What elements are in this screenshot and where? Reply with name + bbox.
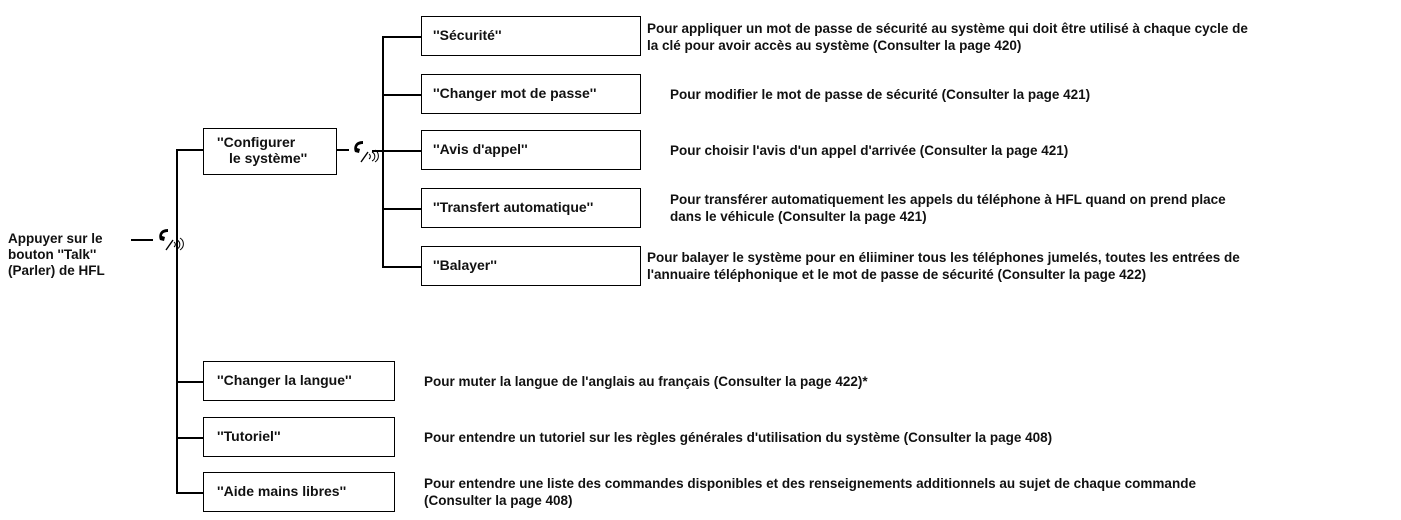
securite-description: [647, 20, 1248, 54]
branch-balayer: [382, 266, 421, 268]
securite-label: ''Sécurité'': [433, 27, 502, 43]
changer-mdp-label: ''Changer mot de passe'': [433, 85, 597, 101]
balayer-desc-line1: Pour balayer le système pour en éliiminer tous les téléphones jumelés, toutes les entrées de: [647, 250, 1240, 265]
avis-appel-desc-line1: Pour choisir l'avis d'un appel d'arrivée (Consulter la page 421): [670, 143, 1069, 158]
root-label-line2: bouton ''Talk'': [8, 247, 97, 262]
changer-langue-box: [203, 361, 395, 401]
transfert-desc-line2: dans le véhicule (Consulter la page 421): [670, 209, 927, 224]
tutoriel-desc-line1: Pour entendre un tutoriel sur les règles générales d'utilisation du système (Consulter la page 408): [424, 430, 1053, 445]
changer-mdp-box: [421, 74, 641, 114]
branch-changer-mdp: [382, 94, 421, 96]
root-connector: [131, 239, 153, 241]
aide-desc-line1: Pour entendre une liste des commandes disponibles et des renseignements additionnels au sujet de chaque commande: [424, 476, 1196, 491]
talk-button-icon: [154, 224, 184, 252]
branch-configure: [176, 149, 203, 151]
aide-mains-libres-box: [203, 472, 395, 512]
tutoriel-box: [203, 417, 395, 457]
transfert-desc-line1: Pour transférer automatiquement les appels du téléphone à HFL quand on prend place: [670, 192, 1226, 207]
transfert-description: [670, 191, 1226, 225]
avis-appel-box: [421, 130, 641, 170]
changer-mdp-desc-line1: Pour modifier le mot de passe de sécurité (Consulter la page 421): [670, 87, 1091, 102]
aide-desc-line2: (Consulter la page 408): [424, 493, 573, 508]
securite-box: [421, 16, 641, 56]
configure-system-box: [203, 128, 337, 175]
configure-line1: ''Configurer: [217, 134, 296, 150]
securite-desc-line1: Pour appliquer un mot de passe de sécurité au système qui doit être utilisé à chaque cycle de: [647, 21, 1248, 36]
balayer-desc-line2: l'annuaire téléphonique et le mot de passe de sécurité (Consulter la page 422): [647, 267, 1147, 282]
root-label-line1: Appuyer sur le: [8, 231, 103, 246]
balayer-box: [421, 246, 641, 286]
configure-line2: le système'': [229, 150, 308, 166]
main-trunk: [176, 149, 178, 492]
changer-langue-label: ''Changer la langue'': [217, 372, 352, 388]
tutoriel-label: ''Tutoriel'': [217, 428, 281, 444]
changer-langue-desc-line1: Pour muter la langue de l'anglais au français (Consulter la page 422)*: [424, 374, 868, 389]
avis-appel-description: [670, 142, 1068, 159]
branch-langue: [176, 381, 203, 383]
branch-tutoriel: [176, 437, 203, 439]
securite-desc-line2: la clé pour avoir accès au système (Consulter la page 420): [647, 38, 1022, 53]
aide-mains-libres-label: ''Aide mains libres'': [217, 483, 347, 499]
avis-appel-label: ''Avis d'appel'': [433, 141, 528, 157]
balayer-description: [647, 249, 1240, 283]
transfert-box: [421, 188, 641, 228]
transfert-label: ''Transfert automatique'': [433, 199, 594, 215]
branch-avis: [372, 150, 421, 152]
branch-securite: [382, 36, 421, 38]
branch-transfert: [382, 208, 421, 210]
configure-connector: [337, 149, 349, 151]
changer-langue-description: [424, 373, 868, 390]
root-label: [8, 231, 105, 279]
root-label-line3: (Parler) de HFL: [8, 263, 105, 278]
aide-mains-libres-description: [424, 475, 1196, 509]
branch-aide: [176, 492, 203, 494]
changer-mdp-description: [670, 86, 1090, 103]
tutoriel-description: [424, 429, 1052, 446]
balayer-label: ''Balayer'': [433, 257, 497, 273]
